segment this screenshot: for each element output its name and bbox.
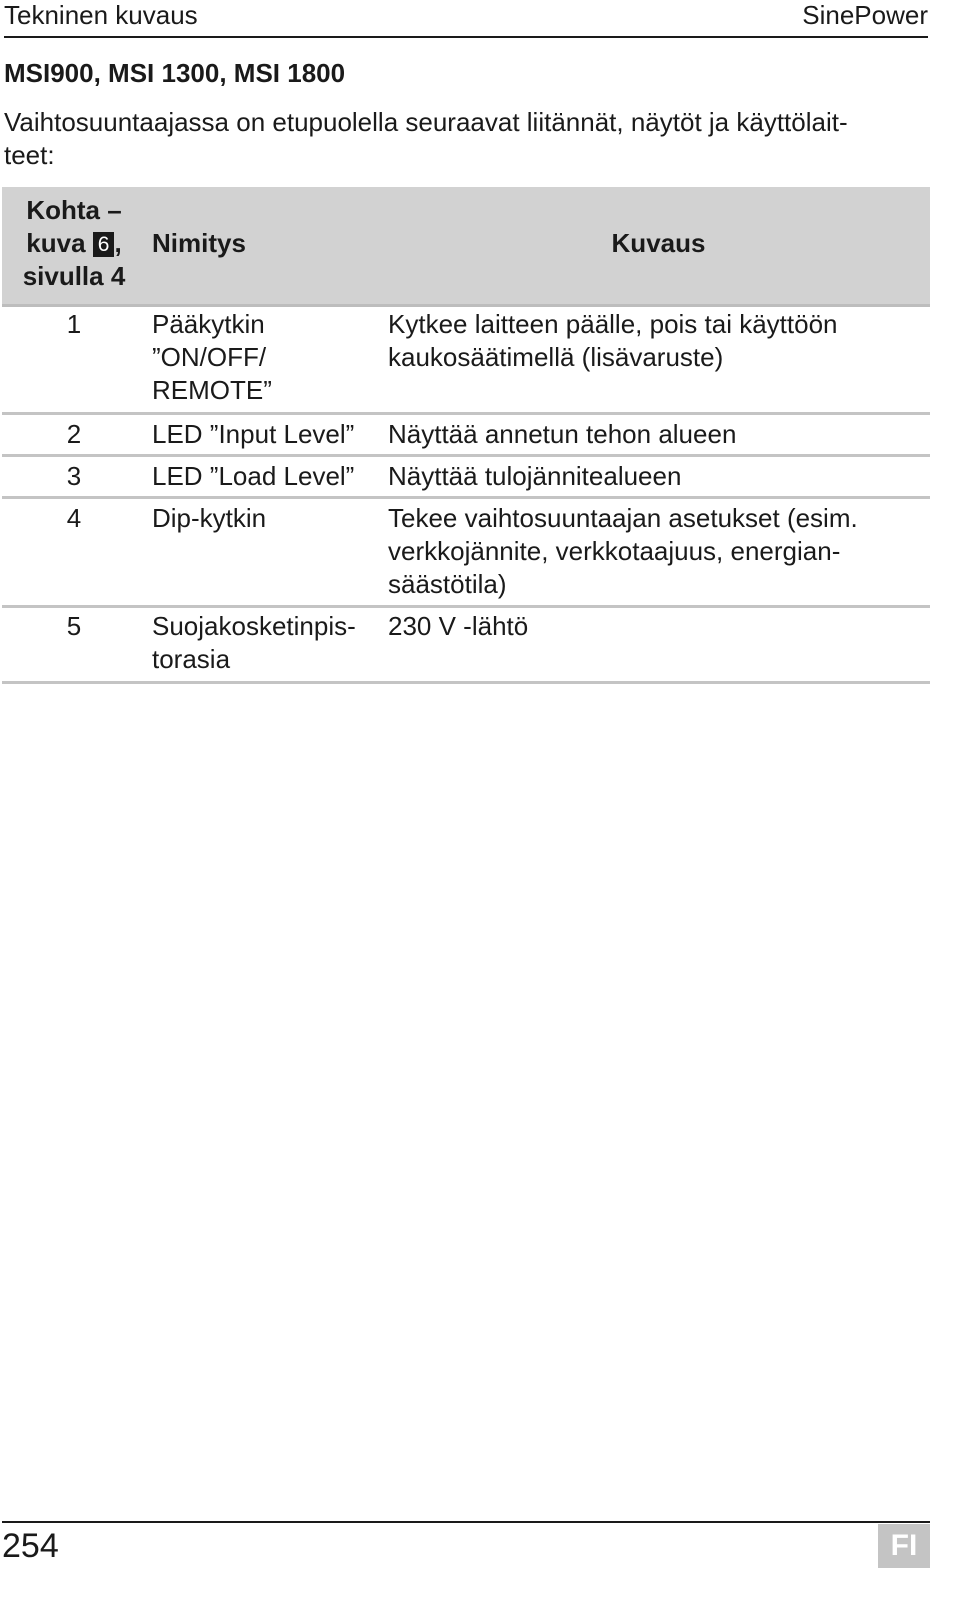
intro-paragraph — [4, 106, 928, 172]
row-number: 5 — [66, 611, 82, 641]
connections-table — [2, 187, 930, 684]
row-name: Pääkytkin ”ON/OFF/ REMOTE” — [152, 309, 272, 405]
figure-ref-badge: 6 — [93, 232, 115, 257]
row-number: 3 — [66, 461, 82, 491]
intro-line: teet: — [4, 140, 55, 170]
table-row — [2, 307, 930, 415]
table-row — [2, 457, 930, 499]
footer-rule — [2, 1521, 930, 1523]
row-description: Näyttää tulojännitealueen — [388, 461, 682, 491]
row-description: Tekee vaihtosuuntaajan asetukset (esim. verkkojännite, verkkotaajuus, energian- säästötila) — [388, 503, 858, 599]
row-number: 2 — [66, 419, 82, 449]
table-row — [2, 415, 930, 457]
row-name: LED ”Load Level” — [152, 461, 355, 491]
row-description: 230 V -lähtö — [388, 611, 529, 641]
row-number: 1 — [66, 309, 82, 339]
row-name: Dip-kytkin — [152, 503, 267, 533]
brand-name: SinePower — [802, 0, 928, 30]
table-row — [2, 499, 930, 608]
row-number: 4 — [66, 503, 82, 533]
row-description: Näyttää annetun tehon alueen — [388, 419, 737, 449]
table-row — [2, 608, 930, 684]
row-description: Kytkee laitteen päälle, pois tai käyttöön kaukosäätimellä (lisävaruste) — [388, 309, 838, 372]
model-heading: MSI900, MSI 1300, MSI 1800 — [4, 58, 346, 88]
page-number: 254 — [2, 1527, 59, 1565]
language-badge: FI — [878, 1524, 930, 1568]
column-header-name: Nimitys — [152, 228, 246, 258]
table-header — [2, 187, 930, 307]
column-header-position: Kohta – kuva 6 , sivulla 4 — [22, 195, 126, 291]
intro-line: Vaihtosuuntaajassa on etupuolella seuraavat liitännät, näytöt ja käyttölait- — [4, 107, 848, 137]
row-name: LED ”Input Level” — [152, 419, 355, 449]
page-header — [4, 0, 928, 38]
row-name: Suojakosketinpis- torasia — [152, 611, 356, 674]
section-title: Tekninen kuvaus — [4, 0, 198, 30]
column-header-description: Kuvaus — [611, 228, 706, 258]
